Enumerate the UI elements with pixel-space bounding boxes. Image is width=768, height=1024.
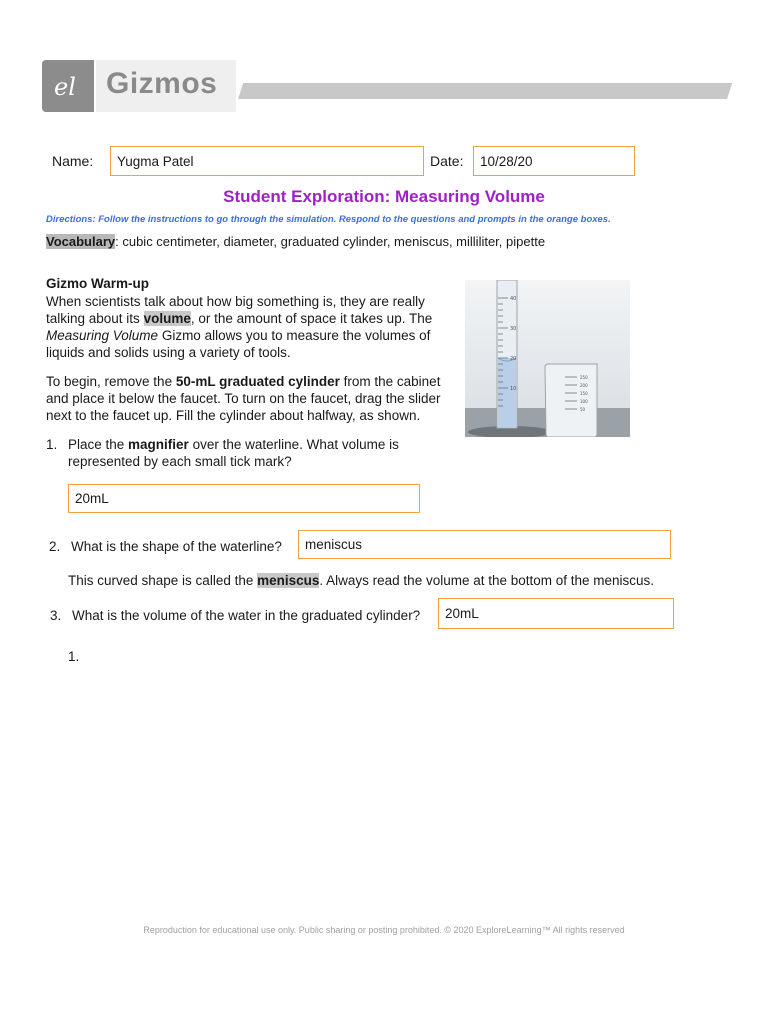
gizmos-logo — [42, 60, 94, 112]
warmup-heading: Gizmo Warm-up — [46, 276, 149, 291]
cylinder-tick-label: 20 — [510, 356, 517, 362]
q2-note-highlight: meniscus — [257, 573, 320, 588]
name-field[interactable] — [110, 146, 424, 176]
q2-number: 2. — [49, 539, 61, 554]
q1-text-a: Place the — [68, 437, 129, 452]
cylinder-tick-label: 40 — [510, 296, 517, 302]
beaker-tick-label: 50 — [580, 407, 586, 412]
q1-number: 1. — [46, 437, 58, 452]
q2-note — [68, 572, 654, 589]
beaker-tick-label: 150 — [580, 391, 588, 396]
vocabulary-line — [46, 234, 545, 249]
simulation-figure — [465, 280, 630, 437]
name-value: Yugma Patel — [117, 153, 194, 169]
warmup-p2-text-c: from the cabinet and place it below the faucet. To turn on the faucet, drag the slider next to the faucet up. Fill the cylinder about halfway, as shown. — [46, 374, 441, 423]
copyright-footer: Reproduction for educational use only. Public sharing or posting prohibited. © 2020 ExploreLearning™ All rights reserved — [143, 925, 625, 935]
warmup-p1-italic: Measuring Volume — [46, 328, 159, 343]
beaker — [545, 364, 597, 437]
page-title: Student Exploration: Measuring Volume — [223, 187, 545, 206]
el-logo-icon — [50, 68, 86, 104]
date-value: 10/28/20 — [480, 153, 533, 169]
svg-text:el: el — [54, 73, 76, 101]
vocabulary-terms: : cubic centimeter, diameter, graduated cylinder, meniscus, milliliter, pipette — [115, 234, 546, 249]
date-label: Date: — [430, 153, 464, 169]
warmup-p1-text-b: , or the amount of space it takes up. The — [190, 311, 433, 326]
trailing-list-number: 1. — [68, 649, 80, 664]
beaker-tick-label: 100 — [580, 399, 588, 404]
beaker-tick-label: 250 — [580, 375, 588, 380]
warmup-paragraph-1 — [46, 293, 456, 361]
cylinder-tick-label: 10 — [510, 386, 517, 392]
q3-answer: 20mL — [445, 606, 479, 621]
cylinder-water — [498, 358, 516, 427]
q3-number: 3. — [50, 608, 62, 623]
q2-note-c: . Always read the volume at the bottom of the meniscus. — [319, 573, 655, 588]
date-field[interactable] — [473, 146, 635, 176]
q3-text: What is the volume of the water in the graduated cylinder? — [72, 608, 421, 623]
warmup-p1-text-a: When scientists talk about how big something is, they are really talking about its — [46, 294, 425, 326]
q1-text — [68, 436, 428, 470]
q1-answer: 20mL — [75, 491, 109, 506]
q1-text-c: over the waterline. What volume is represented by each small tick mark? — [68, 437, 399, 469]
warmup-p1-text-c: Gizmo allows you to measure the volumes of liquids and solids using a variety of tools. — [46, 328, 431, 360]
beaker-tick-label: 200 — [580, 383, 588, 388]
warmup-paragraph-2 — [46, 373, 456, 424]
directions-text: Directions: Follow the instructions to go through the simulation. Respond to the questions and prompts in the orange boxes. — [46, 214, 611, 225]
cylinder-tick-label: 30 — [510, 326, 517, 332]
q2-text: What is the shape of the waterline? — [71, 539, 282, 554]
name-label: Name: — [52, 153, 94, 169]
vocabulary-label: Vocabulary — [46, 234, 116, 249]
warmup-p1-highlight: volume — [143, 311, 191, 326]
brand-name: Gizmos — [106, 67, 218, 100]
q1-answer-box[interactable] — [68, 484, 420, 513]
brand-name-box — [96, 60, 236, 112]
warmup-p2-text-a: To begin, remove the — [46, 374, 176, 389]
warmup-p2-bold: 50-mL graduated cylinder — [175, 374, 340, 389]
q2-answer-box[interactable] — [298, 530, 671, 559]
q2-note-a: This curved shape is called the — [68, 573, 258, 588]
header-decorative-bar — [238, 83, 732, 99]
q1-bold: magnifier — [128, 437, 189, 452]
q2-answer: meniscus — [305, 537, 363, 552]
q3-answer-box[interactable] — [438, 598, 674, 629]
